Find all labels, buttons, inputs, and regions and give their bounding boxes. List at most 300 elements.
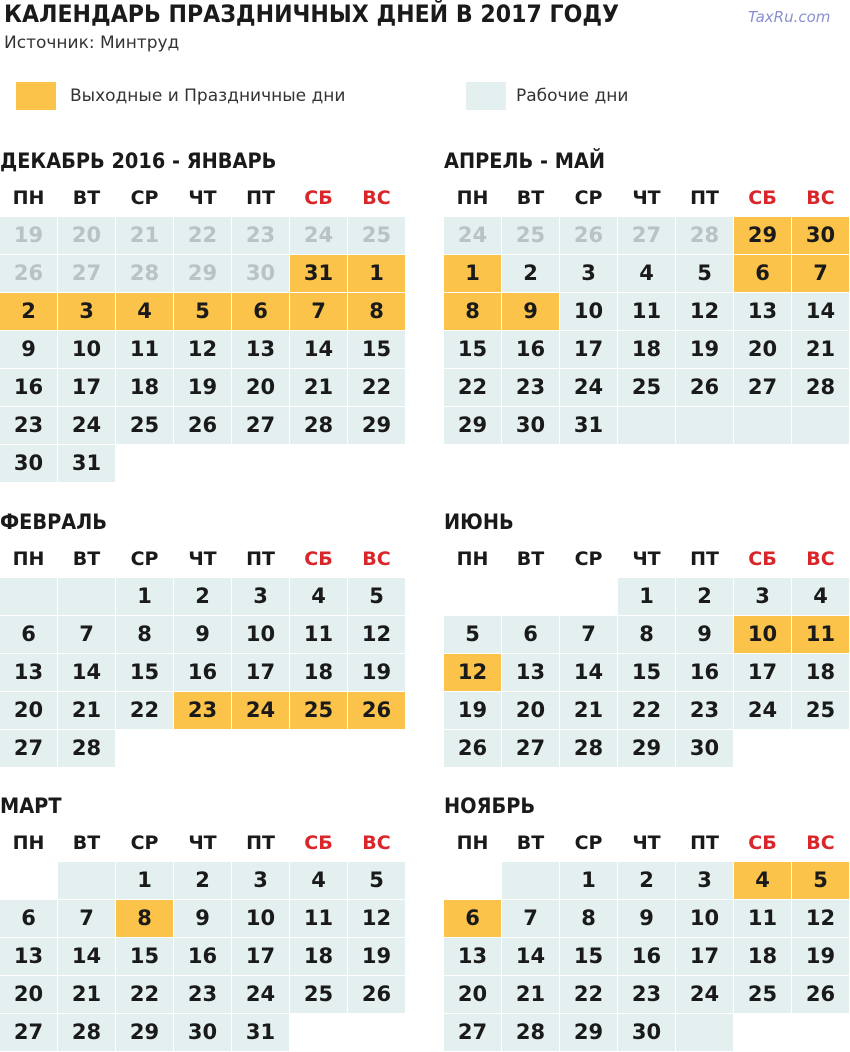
watermark-logo: TaxRu.com bbox=[748, 8, 831, 26]
work-day-cell: 14 bbox=[58, 938, 115, 975]
work-day-cell: 5 bbox=[676, 255, 733, 292]
other-month-day-cell: 30 bbox=[232, 255, 289, 292]
work-day-cell: 17 bbox=[232, 654, 289, 691]
work-day-cell: 14 bbox=[792, 293, 849, 330]
holiday-day-cell: 10 bbox=[734, 616, 791, 653]
work-day-cell: 6 bbox=[0, 616, 57, 653]
work-day-cell: 23 bbox=[618, 976, 675, 1013]
work-day-cell: 25 bbox=[734, 976, 791, 1013]
work-day-cell: 1 bbox=[116, 578, 173, 615]
holiday-day-cell: 7 bbox=[290, 293, 347, 330]
work-day-cell: 19 bbox=[348, 938, 405, 975]
work-day-cell: 2 bbox=[174, 578, 231, 615]
weekday-header: ПТ bbox=[690, 187, 719, 209]
work-day-cell: 24 bbox=[676, 976, 733, 1013]
holiday-day-cell: 3 bbox=[58, 293, 115, 330]
work-day-cell: 27 bbox=[502, 730, 559, 767]
work-day-cell: 22 bbox=[444, 369, 501, 406]
other-month-day-cell: 22 bbox=[174, 217, 231, 254]
month-title: АПРЕЛЬ - МАЙ bbox=[444, 149, 606, 173]
work-day-cell: 28 bbox=[290, 407, 347, 444]
work-day-cell bbox=[618, 407, 675, 444]
source-label: Источник: Минтруд bbox=[4, 33, 180, 53]
holiday-day-cell: 25 bbox=[290, 692, 347, 729]
holiday-day-cell: 5 bbox=[792, 862, 849, 899]
week-row bbox=[444, 255, 850, 293]
work-day-cell: 18 bbox=[290, 654, 347, 691]
week-row bbox=[0, 331, 407, 369]
work-day-cell: 30 bbox=[174, 1014, 231, 1051]
weekday-header-row bbox=[444, 824, 850, 862]
work-day-cell: 30 bbox=[0, 445, 57, 482]
weekday-header: СБ bbox=[304, 548, 333, 570]
other-month-day-cell: 27 bbox=[618, 217, 675, 254]
work-day-cell: 21 bbox=[290, 369, 347, 406]
week-row bbox=[444, 407, 850, 445]
work-day-cell: 15 bbox=[116, 654, 173, 691]
holiday-day-cell: 5 bbox=[174, 293, 231, 330]
empty-cell-cell bbox=[174, 730, 231, 767]
holiday-day-cell: 12 bbox=[444, 654, 501, 691]
holiday-day-cell: 1 bbox=[444, 255, 501, 292]
other-month-day-cell: 24 bbox=[290, 217, 347, 254]
work-day-cell: 13 bbox=[232, 331, 289, 368]
work-day-cell: 23 bbox=[502, 369, 559, 406]
work-day-cell: 25 bbox=[116, 407, 173, 444]
weekday-header: СБ bbox=[748, 548, 777, 570]
work-day-cell: 31 bbox=[560, 407, 617, 444]
work-day-cell: 10 bbox=[676, 900, 733, 937]
week-row bbox=[0, 654, 407, 692]
work-day-cell: 17 bbox=[232, 938, 289, 975]
work-day-cell: 9 bbox=[0, 331, 57, 368]
empty-cell-cell bbox=[232, 730, 289, 767]
empty-cell-cell bbox=[116, 445, 173, 482]
work-day-cell bbox=[734, 407, 791, 444]
work-day-cell: 3 bbox=[232, 862, 289, 899]
weekday-header-row bbox=[444, 540, 850, 578]
work-day-cell: 24 bbox=[58, 407, 115, 444]
work-day-cell: 15 bbox=[618, 654, 675, 691]
work-day-cell: 17 bbox=[676, 938, 733, 975]
work-day-cell: 13 bbox=[0, 938, 57, 975]
holiday-day-cell: 7 bbox=[792, 255, 849, 292]
weekday-header: ПН bbox=[12, 548, 45, 570]
work-day-cell: 17 bbox=[560, 331, 617, 368]
weekday-header: ЧТ bbox=[632, 187, 661, 209]
week-row bbox=[0, 976, 407, 1014]
work-day-cell: 11 bbox=[734, 900, 791, 937]
week-row bbox=[444, 692, 850, 730]
work-day-cell: 28 bbox=[792, 369, 849, 406]
work-day-cell: 11 bbox=[290, 900, 347, 937]
holiday-day-cell: 23 bbox=[174, 692, 231, 729]
empty-cell-cell bbox=[348, 445, 405, 482]
week-row bbox=[0, 293, 407, 331]
work-day-cell: 4 bbox=[290, 578, 347, 615]
work-day-cell: 3 bbox=[560, 255, 617, 292]
holiday-day-cell: 8 bbox=[444, 293, 501, 330]
empty-cell-cell bbox=[792, 730, 849, 767]
weekday-header: СБ bbox=[748, 187, 777, 209]
work-day-cell: 17 bbox=[734, 654, 791, 691]
work-day-cell: 20 bbox=[0, 692, 57, 729]
holiday-day-cell: 26 bbox=[348, 692, 405, 729]
work-day-cell: 3 bbox=[734, 578, 791, 615]
other-month-day-cell: 25 bbox=[502, 217, 559, 254]
empty-cell-cell bbox=[232, 445, 289, 482]
weekday-header: ВТ bbox=[72, 832, 101, 854]
empty-cell-cell bbox=[734, 1014, 791, 1051]
other-month-day-cell: 28 bbox=[676, 217, 733, 254]
work-day-cell: 25 bbox=[290, 976, 347, 1013]
weekday-header: ЧТ bbox=[188, 548, 217, 570]
work-day-cell: 18 bbox=[290, 938, 347, 975]
work-day-cell: 15 bbox=[444, 331, 501, 368]
work-day-cell: 13 bbox=[502, 654, 559, 691]
week-row bbox=[0, 255, 407, 293]
work-day-cell: 16 bbox=[502, 331, 559, 368]
weekday-header: ВС bbox=[806, 548, 835, 570]
work-day-cell: 5 bbox=[348, 578, 405, 615]
weekday-header: СР bbox=[574, 187, 603, 209]
work-day-cell: 6 bbox=[502, 616, 559, 653]
month-calendar bbox=[0, 143, 407, 483]
work-day-cell: 27 bbox=[734, 369, 791, 406]
work-day-cell: 29 bbox=[116, 1014, 173, 1051]
work-day-cell: 24 bbox=[734, 692, 791, 729]
weekday-header: ВТ bbox=[72, 187, 101, 209]
work-day-cell: 24 bbox=[232, 976, 289, 1013]
empty-cell-cell bbox=[792, 1014, 849, 1051]
work-day-cell: 2 bbox=[174, 862, 231, 899]
empty-cell-cell bbox=[502, 578, 559, 615]
work-day-cell: 20 bbox=[0, 976, 57, 1013]
work-day-cell: 13 bbox=[0, 654, 57, 691]
week-row bbox=[0, 578, 407, 616]
work-day-cell: 22 bbox=[348, 369, 405, 406]
weekday-header: ВТ bbox=[516, 187, 545, 209]
work-day-cell: 14 bbox=[560, 654, 617, 691]
other-month-day-cell: 20 bbox=[58, 217, 115, 254]
empty-cell-cell bbox=[290, 445, 347, 482]
work-day-cell: 7 bbox=[560, 616, 617, 653]
work-day-cell bbox=[502, 862, 559, 899]
work-day-cell: 22 bbox=[116, 976, 173, 1013]
work-day-cell: 19 bbox=[444, 692, 501, 729]
other-month-day-cell: 26 bbox=[560, 217, 617, 254]
weekday-header: СБ bbox=[304, 187, 333, 209]
work-day-cell: 7 bbox=[502, 900, 559, 937]
work-day-cell: 18 bbox=[734, 938, 791, 975]
week-row bbox=[0, 692, 407, 730]
weekday-header: ВС bbox=[806, 832, 835, 854]
holiday-day-cell: 8 bbox=[348, 293, 405, 330]
other-month-day-cell: 27 bbox=[58, 255, 115, 292]
weekday-header: СР bbox=[130, 548, 159, 570]
holiday-day-cell: 9 bbox=[502, 293, 559, 330]
work-day-cell: 26 bbox=[174, 407, 231, 444]
work-day-cell: 12 bbox=[348, 900, 405, 937]
empty-cell-cell bbox=[560, 578, 617, 615]
legend-workday-label: Рабочие дни bbox=[516, 86, 629, 106]
work-day-cell: 19 bbox=[174, 369, 231, 406]
work-day-cell: 21 bbox=[58, 976, 115, 1013]
other-month-day-cell: 28 bbox=[116, 255, 173, 292]
work-day-cell: 5 bbox=[348, 862, 405, 899]
work-day-cell: 14 bbox=[502, 938, 559, 975]
work-day-cell: 16 bbox=[0, 369, 57, 406]
work-day-cell: 4 bbox=[618, 255, 675, 292]
week-row bbox=[444, 369, 850, 407]
month-title: НОЯБРЬ bbox=[444, 794, 536, 818]
work-day-cell: 15 bbox=[560, 938, 617, 975]
work-day-cell: 19 bbox=[348, 654, 405, 691]
work-day-cell: 23 bbox=[0, 407, 57, 444]
weekday-header: ПТ bbox=[246, 832, 275, 854]
work-day-cell: 24 bbox=[560, 369, 617, 406]
weekday-header: СР bbox=[130, 187, 159, 209]
week-row bbox=[444, 730, 850, 768]
work-day-cell: 22 bbox=[618, 692, 675, 729]
empty-cell-cell bbox=[290, 1014, 347, 1051]
work-day-cell: 29 bbox=[444, 407, 501, 444]
month-title: МАРТ bbox=[0, 794, 62, 818]
work-day-cell: 4 bbox=[290, 862, 347, 899]
work-day-cell: 12 bbox=[792, 900, 849, 937]
work-day-cell: 1 bbox=[560, 862, 617, 899]
month-calendar bbox=[0, 788, 407, 1052]
other-month-day-cell: 23 bbox=[232, 217, 289, 254]
week-row bbox=[0, 900, 407, 938]
work-day-cell: 31 bbox=[232, 1014, 289, 1051]
work-day-cell: 23 bbox=[676, 692, 733, 729]
work-day-cell: 3 bbox=[676, 862, 733, 899]
holiday-day-cell: 24 bbox=[232, 692, 289, 729]
other-month-day-cell: 19 bbox=[0, 217, 57, 254]
weekday-header-row bbox=[0, 179, 407, 217]
weekday-header: СР bbox=[574, 548, 603, 570]
empty-cell-cell bbox=[348, 730, 405, 767]
work-day-cell: 12 bbox=[348, 616, 405, 653]
month-calendar bbox=[0, 504, 407, 768]
work-day-cell: 29 bbox=[618, 730, 675, 767]
week-row bbox=[0, 862, 407, 900]
work-day-cell: 2 bbox=[618, 862, 675, 899]
holiday-day-cell: 8 bbox=[116, 900, 173, 937]
work-day-cell: 23 bbox=[174, 976, 231, 1013]
work-day-cell: 16 bbox=[174, 654, 231, 691]
week-row bbox=[444, 578, 850, 616]
weekday-header: СР bbox=[130, 832, 159, 854]
work-day-cell: 5 bbox=[444, 616, 501, 653]
empty-cell-cell bbox=[444, 578, 501, 615]
work-day-cell bbox=[58, 578, 115, 615]
weekday-header-row bbox=[0, 540, 407, 578]
weekday-header: ПТ bbox=[246, 548, 275, 570]
weekday-header: ПН bbox=[12, 832, 45, 854]
week-row bbox=[0, 730, 407, 768]
week-row bbox=[0, 369, 407, 407]
week-row bbox=[444, 976, 850, 1014]
work-day-cell: 20 bbox=[444, 976, 501, 1013]
weekday-header: ПН bbox=[456, 548, 489, 570]
work-day-cell: 12 bbox=[676, 293, 733, 330]
weekday-header: ВТ bbox=[516, 548, 545, 570]
weekday-header: ВТ bbox=[516, 832, 545, 854]
weekday-header: СР bbox=[574, 832, 603, 854]
holiday-day-cell: 4 bbox=[734, 862, 791, 899]
weekday-header-row bbox=[444, 179, 850, 217]
work-day-cell: 11 bbox=[290, 616, 347, 653]
holiday-day-cell: 4 bbox=[116, 293, 173, 330]
empty-cell-cell bbox=[174, 445, 231, 482]
work-day-cell: 1 bbox=[618, 578, 675, 615]
weekday-header: ЧТ bbox=[632, 832, 661, 854]
month-title: ФЕВРАЛЬ bbox=[0, 510, 107, 534]
work-day-cell: 22 bbox=[560, 976, 617, 1013]
legend-workday-swatch bbox=[466, 82, 506, 110]
week-row bbox=[444, 217, 850, 255]
work-day-cell: 11 bbox=[618, 293, 675, 330]
work-day-cell bbox=[676, 1014, 733, 1051]
work-day-cell: 13 bbox=[734, 293, 791, 330]
empty-cell-cell bbox=[290, 730, 347, 767]
work-day-cell: 27 bbox=[0, 1014, 57, 1051]
work-day-cell: 10 bbox=[58, 331, 115, 368]
work-day-cell: 10 bbox=[232, 616, 289, 653]
weekday-header: ПТ bbox=[246, 187, 275, 209]
work-day-cell: 21 bbox=[560, 692, 617, 729]
week-row bbox=[0, 217, 407, 255]
work-day-cell: 12 bbox=[174, 331, 231, 368]
month-calendar bbox=[444, 788, 850, 1052]
weekday-header: ЧТ bbox=[188, 187, 217, 209]
work-day-cell: 16 bbox=[676, 654, 733, 691]
week-row bbox=[444, 293, 850, 331]
work-day-cell: 14 bbox=[290, 331, 347, 368]
other-month-day-cell: 26 bbox=[0, 255, 57, 292]
work-day-cell: 7 bbox=[58, 616, 115, 653]
empty-cell-cell bbox=[444, 862, 501, 899]
work-day-cell: 9 bbox=[618, 900, 675, 937]
work-day-cell: 17 bbox=[58, 369, 115, 406]
week-row bbox=[0, 938, 407, 976]
work-day-cell: 28 bbox=[58, 730, 115, 767]
holiday-day-cell: 31 bbox=[290, 255, 347, 292]
work-day-cell: 15 bbox=[116, 938, 173, 975]
work-day-cell: 29 bbox=[348, 407, 405, 444]
empty-cell-cell bbox=[116, 730, 173, 767]
work-day-cell bbox=[676, 407, 733, 444]
holiday-day-cell: 6 bbox=[444, 900, 501, 937]
work-day-cell: 27 bbox=[0, 730, 57, 767]
week-row bbox=[444, 1014, 850, 1052]
work-day-cell: 2 bbox=[676, 578, 733, 615]
weekday-header: ПТ bbox=[690, 832, 719, 854]
work-day-cell: 8 bbox=[560, 900, 617, 937]
work-day-cell: 26 bbox=[792, 976, 849, 1013]
work-day-cell: 10 bbox=[560, 293, 617, 330]
work-day-cell: 27 bbox=[444, 1014, 501, 1051]
work-day-cell: 26 bbox=[444, 730, 501, 767]
work-day-cell: 7 bbox=[58, 900, 115, 937]
weekday-header: ЧТ bbox=[632, 548, 661, 570]
holiday-day-cell: 30 bbox=[792, 217, 849, 254]
work-day-cell: 9 bbox=[676, 616, 733, 653]
work-day-cell: 26 bbox=[348, 976, 405, 1013]
week-row bbox=[0, 616, 407, 654]
weekday-header: СБ bbox=[748, 832, 777, 854]
page-title: КАЛЕНДАРЬ ПРАЗДНИЧНЫХ ДНЕЙ В 2017 ГОДУ bbox=[4, 0, 620, 28]
work-day-cell: 9 bbox=[174, 616, 231, 653]
holiday-day-cell: 1 bbox=[348, 255, 405, 292]
work-day-cell: 30 bbox=[618, 1014, 675, 1051]
work-day-cell: 8 bbox=[116, 616, 173, 653]
month-title: ИЮНЬ bbox=[444, 510, 514, 534]
empty-cell-cell bbox=[0, 862, 57, 899]
empty-cell-cell bbox=[348, 1014, 405, 1051]
holiday-day-cell: 6 bbox=[232, 293, 289, 330]
work-day-cell: 28 bbox=[58, 1014, 115, 1051]
work-day-cell: 28 bbox=[502, 1014, 559, 1051]
work-day-cell: 30 bbox=[502, 407, 559, 444]
other-month-day-cell: 21 bbox=[116, 217, 173, 254]
holiday-day-cell: 6 bbox=[734, 255, 791, 292]
work-day-cell: 21 bbox=[58, 692, 115, 729]
week-row bbox=[0, 407, 407, 445]
work-day-cell: 29 bbox=[560, 1014, 617, 1051]
work-day-cell: 16 bbox=[618, 938, 675, 975]
work-day-cell: 2 bbox=[502, 255, 559, 292]
week-row bbox=[0, 445, 407, 483]
work-day-cell: 4 bbox=[792, 578, 849, 615]
other-month-day-cell: 25 bbox=[348, 217, 405, 254]
weekday-header: ПН bbox=[456, 832, 489, 854]
work-day-cell: 25 bbox=[792, 692, 849, 729]
week-row bbox=[0, 1014, 407, 1052]
legend-holiday-label: Выходные и Праздничные дни bbox=[70, 86, 346, 106]
weekday-header: ПТ bbox=[690, 548, 719, 570]
work-day-cell: 3 bbox=[232, 578, 289, 615]
weekday-header: ВС bbox=[362, 548, 391, 570]
week-row bbox=[444, 654, 850, 692]
work-day-cell: 9 bbox=[174, 900, 231, 937]
holiday-day-cell: 2 bbox=[0, 293, 57, 330]
work-day-cell: 8 bbox=[618, 616, 675, 653]
legend-holiday-swatch bbox=[16, 82, 56, 110]
weekday-header: ПН bbox=[12, 187, 45, 209]
weekday-header: СБ bbox=[304, 832, 333, 854]
work-day-cell: 10 bbox=[232, 900, 289, 937]
work-day-cell: 6 bbox=[0, 900, 57, 937]
work-day-cell: 18 bbox=[116, 369, 173, 406]
work-day-cell: 11 bbox=[116, 331, 173, 368]
work-day-cell: 15 bbox=[348, 331, 405, 368]
weekday-header: ВС bbox=[362, 832, 391, 854]
work-day-cell: 28 bbox=[560, 730, 617, 767]
weekday-header: ВС bbox=[806, 187, 835, 209]
work-day-cell: 20 bbox=[232, 369, 289, 406]
weekday-header: ВС bbox=[362, 187, 391, 209]
work-day-cell: 20 bbox=[502, 692, 559, 729]
work-day-cell: 16 bbox=[174, 938, 231, 975]
work-day-cell bbox=[0, 578, 57, 615]
work-day-cell: 22 bbox=[116, 692, 173, 729]
month-calendar bbox=[444, 504, 850, 768]
week-row bbox=[444, 862, 850, 900]
week-row bbox=[444, 616, 850, 654]
